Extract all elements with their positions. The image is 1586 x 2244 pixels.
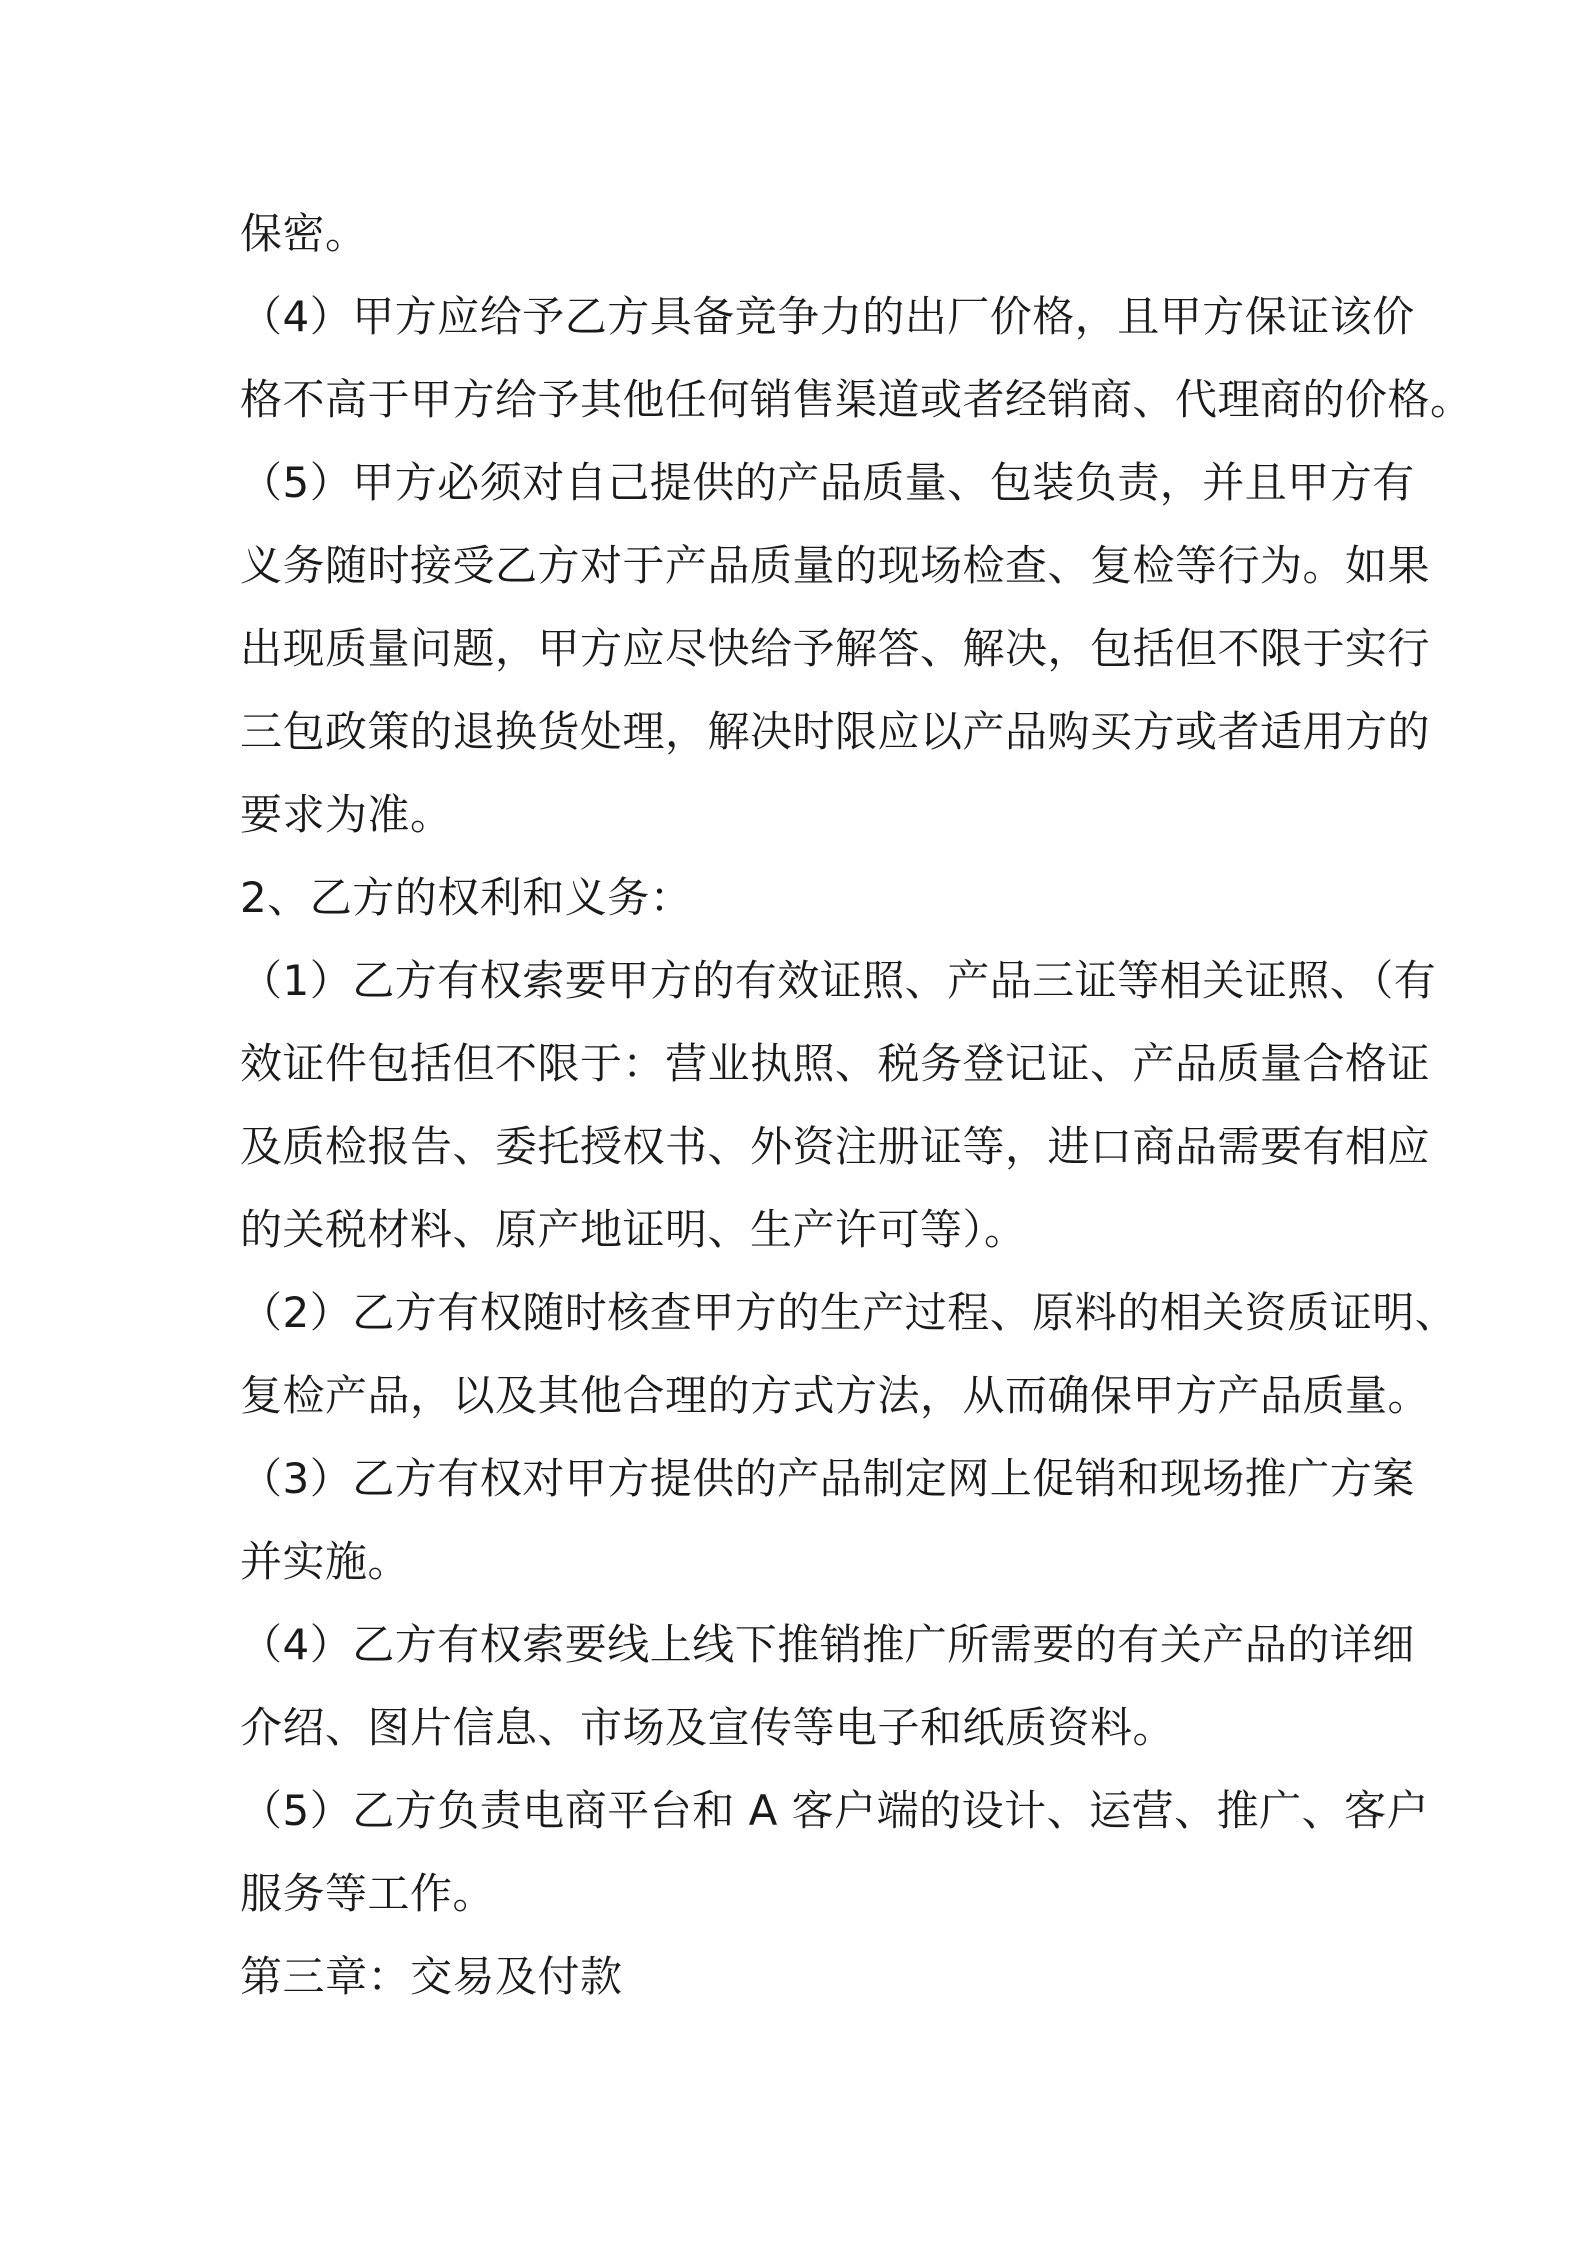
text-line: 三包政策的退换货处理，解决时限应以产品购买方或者适用方的 [240, 707, 1431, 756]
text-line: 出现质量问题，甲方应尽快给予解答、解决，包括但不限于实行 [240, 624, 1431, 673]
document-body [240, 192, 1473, 2018]
text-line: （3）乙方有权对甲方提供的产品制定网上促销和现场推广方案 [240, 1454, 1415, 1503]
text-line: 义务随时接受乙方对于产品质量的现场检查、复检等行为。如果 [240, 541, 1431, 590]
text-line: （2）乙方有权随时核查甲方的生产过程、原料的相关资质证明、 [240, 1288, 1458, 1337]
text-line: 效证件包括但不限于：营业执照、税务登记证、产品质量合格证 [240, 1039, 1431, 1088]
text-line: （4）甲方应给予乙方具备竞争力的出厂价格，且甲方保证该价 [240, 292, 1415, 341]
text-line: 及质检报告、委托授权书、外资注册证等，进口商品需要有相应 [240, 1122, 1431, 1171]
section-heading: 2、乙方的权利和义务： [240, 873, 693, 922]
text-line: （5）甲方必须对自己提供的产品质量、包装负责，并且甲方有 [240, 458, 1415, 507]
text-line: （5）乙方负责电商平台和 A 客户端的设计、运营、推广、客户 [240, 1786, 1430, 1835]
text-line: 服务等工作。 [240, 1869, 496, 1918]
text-line: 保密。 [240, 209, 368, 258]
text-line: 并实施。 [240, 1537, 411, 1586]
text-line: 介绍、图片信息、市场及宣传等电子和纸质资料。 [240, 1703, 1176, 1752]
chapter-heading: 第三章：交易及付款 [240, 1952, 623, 2001]
text-line: （4）乙方有权索要线上线下推销推广所需要的有关产品的详细 [240, 1620, 1415, 1669]
text-line: 的关税材料、原产地证明、生产许可等）。 [240, 1205, 1027, 1254]
text-line: 复检产品，以及其他合理的方式方法，从而确保甲方产品质量。 [240, 1371, 1431, 1420]
text-line: 格不高于甲方给予其他任何销售渠道或者经销商、代理商的价格。 [240, 375, 1473, 424]
text-line: （1）乙方有权索要甲方的有效证照、产品三证等相关证照、（有 [240, 956, 1437, 1005]
text-line: 要求为准。 [240, 790, 453, 839]
